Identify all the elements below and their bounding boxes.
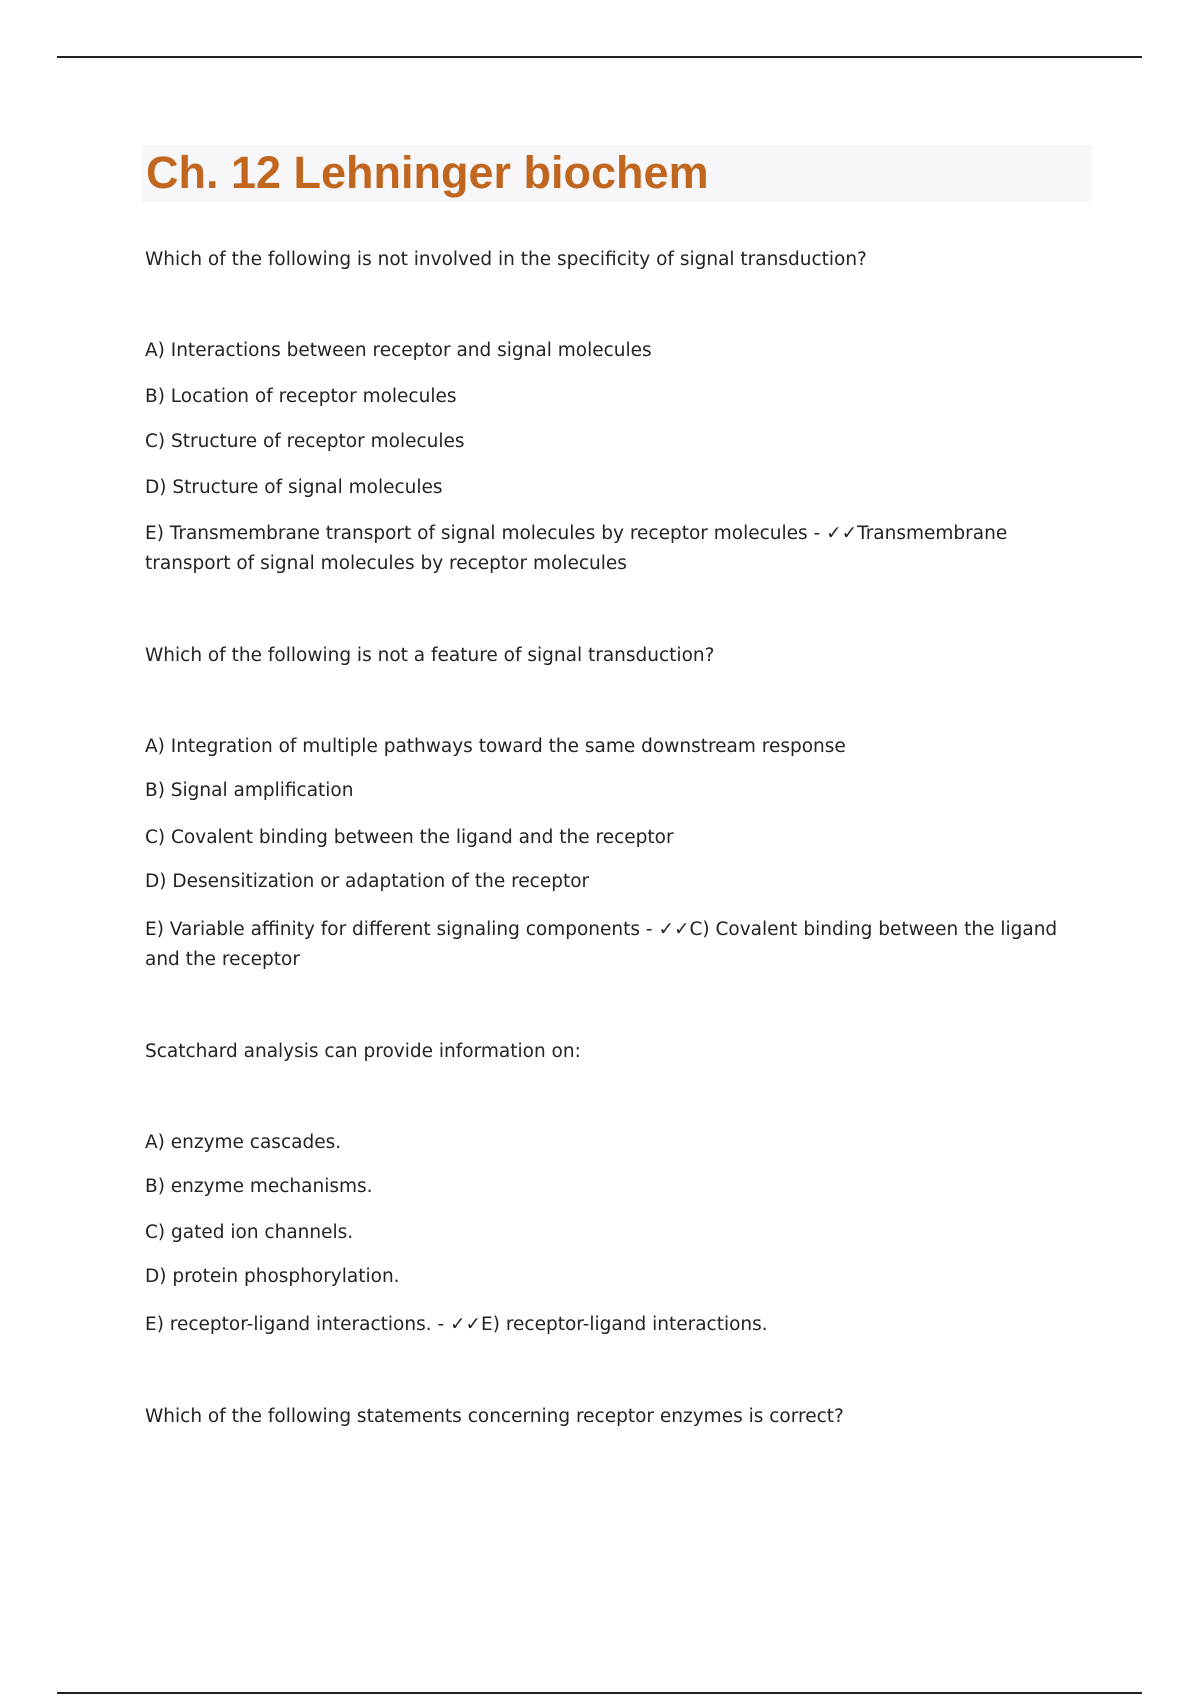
question-2-text: Which of the following is not a feature of signal transduction? bbox=[145, 645, 715, 666]
question-1-option-a: A) Interactions between receptor and signal molecules bbox=[145, 340, 652, 361]
question-1-option-d: D) Structure of signal molecules bbox=[145, 477, 443, 498]
question-1-text: Which of the following is not involved in the specificity of signal transduction? bbox=[145, 249, 867, 270]
question-1-option-c: C) Structure of receptor molecules bbox=[145, 431, 465, 452]
question-1-option-b: B) Location of receptor molecules bbox=[145, 386, 457, 407]
question-2-option-d: D) Desensitization or adaptation of the receptor bbox=[145, 871, 590, 892]
question-3-option-e-answer: E) receptor-ligand interactions. - ✓✓E) receptor-ligand interactions. bbox=[145, 1314, 768, 1335]
question-4-text: Which of the following statements concerning receptor enzymes is correct? bbox=[145, 1406, 844, 1427]
footer-rule bbox=[57, 1692, 1142, 1694]
question-2-option-b: B) Signal amplification bbox=[145, 780, 354, 801]
question-3-option-c: C) gated ion channels. bbox=[145, 1222, 354, 1243]
question-3-option-a: A) enzyme cascades. bbox=[145, 1132, 342, 1153]
question-2-option-c: C) Covalent binding between the ligand and the receptor bbox=[145, 827, 674, 848]
question-2-option-a: A) Integration of multiple pathways toward the same downstream response bbox=[145, 736, 846, 757]
question-3-option-b: B) enzyme mechanisms. bbox=[145, 1176, 373, 1197]
question-3-option-d: D) protein phosphorylation. bbox=[145, 1266, 400, 1287]
document-title: Ch. 12 Lehninger biochem bbox=[146, 147, 709, 198]
header-rule bbox=[57, 56, 1142, 58]
question-2-option-e-answer: E) Variable affinity for different signaling components - ✓✓C) Covalent binding between the ligand and the receptor bbox=[145, 919, 1058, 970]
question-1-option-e-answer: E) Transmembrane transport of signal molecules by receptor molecules - ✓✓Transmembrane transport of signal molecules by receptor molecules bbox=[145, 523, 1008, 574]
question-3-text: Scatchard analysis can provide information on: bbox=[145, 1041, 581, 1062]
